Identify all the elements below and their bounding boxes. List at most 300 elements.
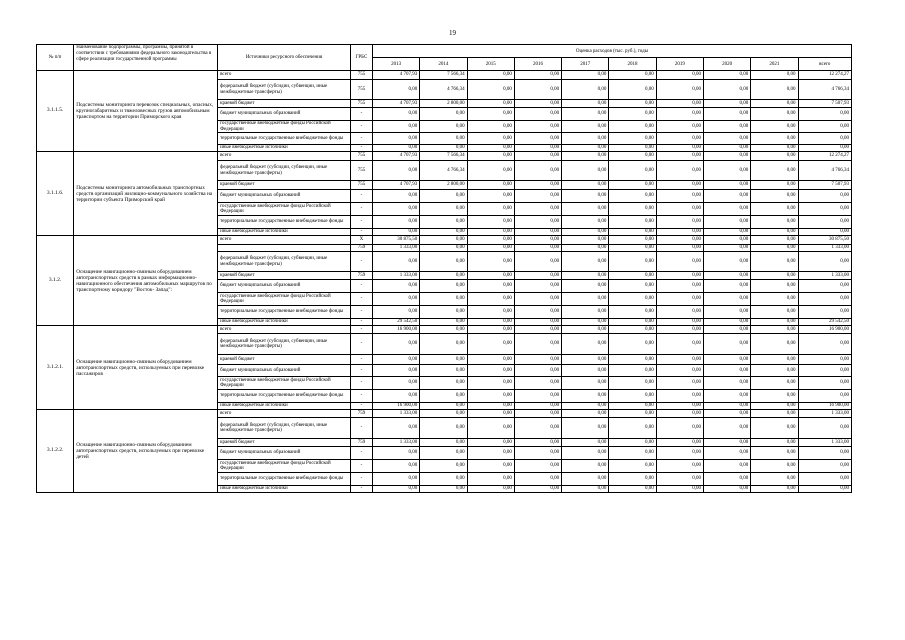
funding-source: всего xyxy=(218,326,351,334)
year-value: 0,00 xyxy=(467,355,514,365)
year-value: 0,00 xyxy=(373,355,420,365)
year-value: 0,00 xyxy=(751,460,798,473)
funding-source: иные внебюджетные источники xyxy=(218,145,351,152)
total-value: 0,00 xyxy=(798,203,851,216)
funding-source: федеральный бюджет (субсидии, субвенции, иные межбюджетные трансферты) xyxy=(218,418,351,439)
year-value: 0,00 xyxy=(420,319,467,326)
year-value: 0,00 xyxy=(420,377,467,390)
funding-source: государственные внебюджетные фонды Российской Федерации xyxy=(218,377,351,390)
year-value: 30 875,50 xyxy=(373,236,420,245)
year-value: 0,00 xyxy=(420,355,467,365)
header-year: 2019 xyxy=(656,58,703,71)
year-value: 0,00 xyxy=(514,365,561,377)
year-value: 0,00 xyxy=(562,245,609,252)
year-value: 0,00 xyxy=(514,161,561,181)
funding-source: бюджет муниципальных образований xyxy=(218,190,351,203)
year-value: 0,00 xyxy=(609,355,656,365)
year-value: 0,00 xyxy=(656,108,703,121)
year-value: 2 800,00 xyxy=(420,100,467,108)
funding-source: краевой бюджет xyxy=(218,355,351,365)
year-value: 0,00 xyxy=(467,236,514,245)
year-value: 0,00 xyxy=(703,326,750,334)
year-value: 2 800,00 xyxy=(420,181,467,190)
year-value: 0,00 xyxy=(562,355,609,365)
year-value: 0,00 xyxy=(703,334,750,355)
year-value: 0,00 xyxy=(562,439,609,447)
table-row xyxy=(37,152,852,161)
year-value: 0,00 xyxy=(562,293,609,306)
year-value: 0,00 xyxy=(609,216,656,229)
year-value: 0,00 xyxy=(703,486,750,493)
year-value: 0,00 xyxy=(703,71,750,80)
item-name: Подсистемы мониторинга перевозок специальных, опасных, крупногабаритных и тяжеловесных грузов автомобильным транспортом на территории Приморского края xyxy=(74,71,218,152)
year-value: 0,00 xyxy=(373,473,420,486)
year-value: 0,00 xyxy=(609,236,656,245)
year-value: 0,00 xyxy=(562,80,609,100)
header-total: всего xyxy=(798,58,851,71)
year-value: 0,00 xyxy=(420,245,467,252)
year-value: 4 707,93 xyxy=(373,152,420,161)
year-value: 0,00 xyxy=(514,306,561,319)
year-value: 0,00 xyxy=(562,145,609,152)
year-value: 0,00 xyxy=(751,280,798,293)
year-value: 0,00 xyxy=(373,121,420,133)
funding-source: государственные внебюджетные фонды Российской Федерации xyxy=(218,460,351,473)
year-value: 0,00 xyxy=(703,190,750,203)
year-value: 0,00 xyxy=(703,245,750,252)
year-value: 0,00 xyxy=(562,473,609,486)
year-value: 0,00 xyxy=(373,447,420,460)
year-value: 0,00 xyxy=(562,460,609,473)
table-body xyxy=(37,71,852,493)
year-value: 0,00 xyxy=(656,306,703,319)
year-value: 0,00 xyxy=(514,108,561,121)
year-value: 0,00 xyxy=(562,306,609,319)
header-name: Наименование подпрограммы, программы, принятой в соответствии с требованиями федерального законодательства в сфере реализации государственной программы xyxy=(74,45,218,71)
year-value: 0,00 xyxy=(373,190,420,203)
year-value: 1 333,00 xyxy=(373,245,420,252)
year-value: 0,00 xyxy=(467,280,514,293)
year-value: 0,00 xyxy=(467,306,514,319)
year-value: 0,00 xyxy=(703,216,750,229)
item-name: Оснащение навигационно-связным оборудованием автотранспортных средств, используемых при перевозке детей xyxy=(74,410,218,493)
year-value: 0,00 xyxy=(467,181,514,190)
year-value: 0,00 xyxy=(609,293,656,306)
table-row xyxy=(37,71,852,80)
year-value: 0,00 xyxy=(656,236,703,245)
grbs-code: - xyxy=(350,133,372,145)
year-value: 0,00 xyxy=(514,252,561,272)
funding-source xyxy=(218,245,351,252)
year-value: 0,00 xyxy=(703,460,750,473)
year-value: 4 707,93 xyxy=(373,71,420,80)
year-value: 0,00 xyxy=(514,280,561,293)
total-value: 0,00 xyxy=(798,121,851,133)
year-value: 0,00 xyxy=(703,145,750,152)
funding-source: территориальные государственные внебюджетные фонды xyxy=(218,216,351,229)
year-value: 16 900,00 xyxy=(373,326,420,334)
funding-source: федеральный бюджет (субсидии, субвенции, иные межбюджетные трансферты) xyxy=(218,161,351,181)
year-value: 0,00 xyxy=(514,145,561,152)
grbs-code: 755 xyxy=(350,152,372,161)
total-value: 0,00 xyxy=(798,355,851,365)
total-value: 0,00 xyxy=(798,306,851,319)
year-value: 0,00 xyxy=(467,216,514,229)
year-value: 0,00 xyxy=(467,121,514,133)
year-value: 0,00 xyxy=(420,272,467,280)
year-value: 0,00 xyxy=(373,161,420,181)
year-value: 0,00 xyxy=(420,306,467,319)
year-value: 0,00 xyxy=(609,161,656,181)
funding-source: всего xyxy=(218,410,351,418)
year-value: 0,00 xyxy=(562,410,609,418)
year-value: 0,00 xyxy=(656,71,703,80)
year-value: 0,00 xyxy=(562,229,609,236)
funding-source: бюджет муниципальных образований xyxy=(218,280,351,293)
year-value: 0,00 xyxy=(562,152,609,161)
grbs-code: - xyxy=(350,306,372,319)
funding-source: всего xyxy=(218,152,351,161)
funding-source: территориальные государственные внебюджетные фонды xyxy=(218,306,351,319)
header-source: Источники ресурсного обеспечения xyxy=(218,45,351,71)
year-value: 0,00 xyxy=(373,229,420,236)
year-value: 0,00 xyxy=(751,108,798,121)
year-value: 0,00 xyxy=(609,390,656,403)
year-value: 0,00 xyxy=(609,152,656,161)
total-value: 4 766,34 xyxy=(798,161,851,181)
year-value: 0,00 xyxy=(373,418,420,439)
year-value: 0,00 xyxy=(751,252,798,272)
year-value: 4 766,34 xyxy=(420,80,467,100)
grbs-code: - xyxy=(350,280,372,293)
year-value: 0,00 xyxy=(703,133,750,145)
year-value: 0,00 xyxy=(656,418,703,439)
grbs-code: - xyxy=(350,390,372,403)
year-value: 0,00 xyxy=(751,133,798,145)
year-value: 0,00 xyxy=(467,145,514,152)
year-value: 0,00 xyxy=(656,403,703,410)
year-value: 0,00 xyxy=(703,306,750,319)
year-value: 0,00 xyxy=(609,145,656,152)
year-value: 4 707,93 xyxy=(373,100,420,108)
year-value: 0,00 xyxy=(751,229,798,236)
year-value: 0,00 xyxy=(656,473,703,486)
year-value: 0,00 xyxy=(562,280,609,293)
item-name: Оснащение навигационно-связным оборудованием автотранспортных средств, используемых при перевозке пассажиров xyxy=(74,326,218,410)
total-value: 4 766,34 xyxy=(798,80,851,100)
year-value: 0,00 xyxy=(751,100,798,108)
year-value: 0,00 xyxy=(703,272,750,280)
funding-source: краевой бюджет xyxy=(218,181,351,190)
funding-source: федеральный бюджет (субсидии, субвенции, иные межбюджетные трансферты) xyxy=(218,334,351,355)
year-value: 0,00 xyxy=(562,236,609,245)
year-value: 0,00 xyxy=(514,152,561,161)
year-value: 0,00 xyxy=(467,473,514,486)
year-value: 0,00 xyxy=(609,486,656,493)
year-value: 0,00 xyxy=(467,319,514,326)
year-value: 0,00 xyxy=(467,447,514,460)
year-value: 0,00 xyxy=(609,306,656,319)
total-value: 29 542,50 xyxy=(798,319,851,326)
year-value: 0,00 xyxy=(609,319,656,326)
grbs-code: 759 xyxy=(350,245,372,252)
year-value: 0,00 xyxy=(656,181,703,190)
year-value: 0,00 xyxy=(703,377,750,390)
year-value: 0,00 xyxy=(420,293,467,306)
year-value: 0,00 xyxy=(467,439,514,447)
grbs-code: - xyxy=(350,293,372,306)
item-code: 3.1.1.6. xyxy=(37,152,74,236)
year-value: 0,00 xyxy=(656,245,703,252)
grbs-code: - xyxy=(350,326,372,334)
funding-source: иные внебюджетные источники xyxy=(218,319,351,326)
year-value: 0,00 xyxy=(609,229,656,236)
grbs-code: 759 xyxy=(350,410,372,418)
funding-source: всего xyxy=(218,71,351,80)
year-value: 0,00 xyxy=(514,293,561,306)
year-value: 0,00 xyxy=(514,190,561,203)
year-value: 0,00 xyxy=(656,190,703,203)
item-code: 3.1.2. xyxy=(37,236,74,326)
year-value: 0,00 xyxy=(703,252,750,272)
total-value: 0,00 xyxy=(798,145,851,152)
grbs-code: 759 xyxy=(350,439,372,447)
year-value: 0,00 xyxy=(373,334,420,355)
total-value: 0,00 xyxy=(798,216,851,229)
year-value: 0,00 xyxy=(514,355,561,365)
year-value: 0,00 xyxy=(514,133,561,145)
header-year: 2014 xyxy=(420,58,467,71)
year-value: 0,00 xyxy=(656,439,703,447)
year-value: 0,00 xyxy=(420,190,467,203)
year-value: 0,00 xyxy=(514,216,561,229)
year-value: 0,00 xyxy=(656,410,703,418)
year-value: 0,00 xyxy=(609,439,656,447)
year-value: 0,00 xyxy=(751,326,798,334)
year-value: 0,00 xyxy=(751,306,798,319)
year-value: 0,00 xyxy=(562,216,609,229)
grbs-code: - xyxy=(350,377,372,390)
year-value: 0,00 xyxy=(562,252,609,272)
year-value: 0,00 xyxy=(703,319,750,326)
total-value: 0,00 xyxy=(798,447,851,460)
year-value: 0,00 xyxy=(656,390,703,403)
year-value: 0,00 xyxy=(420,326,467,334)
grbs-code: - xyxy=(350,460,372,473)
funding-source: бюджет муниципальных образований xyxy=(218,447,351,460)
year-value: 0,00 xyxy=(609,377,656,390)
year-value: 0,00 xyxy=(609,473,656,486)
year-value: 4 766,34 xyxy=(420,161,467,181)
year-value: 0,00 xyxy=(656,152,703,161)
year-value: 0,00 xyxy=(514,390,561,403)
year-value: 0,00 xyxy=(420,334,467,355)
year-value: 0,00 xyxy=(656,486,703,493)
year-value: 4 707,93 xyxy=(373,181,420,190)
year-value: 0,00 xyxy=(609,410,656,418)
year-value: 0,00 xyxy=(609,334,656,355)
grbs-code: 755 xyxy=(350,161,372,181)
year-value: 0,00 xyxy=(562,133,609,145)
year-value: 0,00 xyxy=(609,280,656,293)
year-value: 0,00 xyxy=(420,280,467,293)
item-code: 3.1.1.5. xyxy=(37,71,74,152)
year-value: 0,00 xyxy=(514,403,561,410)
funding-source: территориальные государственные внебюджетные фонды xyxy=(218,390,351,403)
year-value: 0,00 xyxy=(420,390,467,403)
year-value: 1 333,00 xyxy=(373,272,420,280)
grbs-code: - xyxy=(350,334,372,355)
year-value: 0,00 xyxy=(467,377,514,390)
year-value: 0,00 xyxy=(373,377,420,390)
year-value: 0,00 xyxy=(373,306,420,319)
year-value: 0,00 xyxy=(467,100,514,108)
year-value: 0,00 xyxy=(467,161,514,181)
year-value: 0,00 xyxy=(420,365,467,377)
year-value: 0,00 xyxy=(751,447,798,460)
funding-source: иные внебюджетные источники xyxy=(218,229,351,236)
year-value: 0,00 xyxy=(514,272,561,280)
year-value: 0,00 xyxy=(609,403,656,410)
year-value: 0,00 xyxy=(467,190,514,203)
year-value: 0,00 xyxy=(703,439,750,447)
total-value: 1 333,00 xyxy=(798,439,851,447)
year-value: 0,00 xyxy=(703,229,750,236)
year-value: 0,00 xyxy=(420,229,467,236)
year-value: 0,00 xyxy=(656,161,703,181)
year-value: 0,00 xyxy=(751,203,798,216)
year-value: 0,00 xyxy=(703,203,750,216)
year-value: 0,00 xyxy=(514,460,561,473)
year-value: 0,00 xyxy=(656,355,703,365)
year-value: 0,00 xyxy=(609,447,656,460)
year-value: 0,00 xyxy=(751,334,798,355)
year-value: 0,00 xyxy=(467,272,514,280)
grbs-code: - xyxy=(350,319,372,326)
grbs-code: - xyxy=(350,486,372,493)
total-value: 0,00 xyxy=(798,365,851,377)
year-value: 0,00 xyxy=(562,71,609,80)
grbs-code: 755 xyxy=(350,100,372,108)
year-value: 0,00 xyxy=(656,145,703,152)
total-value: 12 274,27 xyxy=(798,71,851,80)
header-year: 2016 xyxy=(514,58,561,71)
year-value: 0,00 xyxy=(467,410,514,418)
year-value: 0,00 xyxy=(609,108,656,121)
year-value: 0,00 xyxy=(467,229,514,236)
year-value: 0,00 xyxy=(656,272,703,280)
year-value: 0,00 xyxy=(373,365,420,377)
grbs-code: - xyxy=(350,229,372,236)
funding-source: государственные внебюджетные фонды Российской Федерации xyxy=(218,121,351,133)
year-value: 0,00 xyxy=(467,326,514,334)
year-value: 0,00 xyxy=(609,80,656,100)
year-value: 0,00 xyxy=(467,80,514,100)
year-value: 0,00 xyxy=(373,216,420,229)
year-value: 0,00 xyxy=(656,377,703,390)
year-value: 7 566,34 xyxy=(420,71,467,80)
year-value: 0,00 xyxy=(703,181,750,190)
year-value: 0,00 xyxy=(609,133,656,145)
year-value: 0,00 xyxy=(703,236,750,245)
year-value: 0,00 xyxy=(751,216,798,229)
item-name: Подсистемы мониторинга автомобильных транспортных средств организаций жилищно-коммунального хозяйства на территории субъекта Приморский край xyxy=(74,152,218,236)
year-value: 0,00 xyxy=(514,71,561,80)
year-value: 0,00 xyxy=(420,460,467,473)
table-row xyxy=(37,410,852,418)
year-value: 1 333,00 xyxy=(373,439,420,447)
year-value: 0,00 xyxy=(703,390,750,403)
year-value: 29 542,50 xyxy=(373,319,420,326)
year-value: 0,00 xyxy=(703,100,750,108)
year-value: 0,00 xyxy=(609,326,656,334)
year-value: 1 333,00 xyxy=(373,410,420,418)
year-value: 0,00 xyxy=(420,447,467,460)
year-value: 0,00 xyxy=(373,252,420,272)
year-value: 0,00 xyxy=(514,326,561,334)
total-value: 16 900,00 xyxy=(798,326,851,334)
total-value: 0,00 xyxy=(798,390,851,403)
year-value: 0,00 xyxy=(609,418,656,439)
total-value: 0,00 xyxy=(798,229,851,236)
year-value: 0,00 xyxy=(751,365,798,377)
year-value: 0,00 xyxy=(514,236,561,245)
year-value: 0,00 xyxy=(562,272,609,280)
year-value: 0,00 xyxy=(467,460,514,473)
year-value: 0,00 xyxy=(420,108,467,121)
year-value: 0,00 xyxy=(562,319,609,326)
total-value: 0,00 xyxy=(798,486,851,493)
header-year: 2018 xyxy=(609,58,656,71)
year-value: 0,00 xyxy=(373,460,420,473)
year-value: 0,00 xyxy=(562,203,609,216)
year-value: 0,00 xyxy=(656,447,703,460)
year-value: 0,00 xyxy=(514,245,561,252)
grbs-code: - xyxy=(350,355,372,365)
year-value: 0,00 xyxy=(656,460,703,473)
year-value: 0,00 xyxy=(467,390,514,403)
grbs-code: - xyxy=(350,121,372,133)
year-value: 0,00 xyxy=(420,133,467,145)
year-value: 0,00 xyxy=(420,216,467,229)
funding-source: краевой бюджет xyxy=(218,439,351,447)
grbs-code: 755 xyxy=(350,71,372,80)
year-value: 0,00 xyxy=(609,71,656,80)
year-value: 0,00 xyxy=(751,355,798,365)
funding-source: федеральный бюджет (субсидии, субвенции, иные межбюджетные трансферты) xyxy=(218,80,351,100)
grbs-code: - xyxy=(350,203,372,216)
year-value: 0,00 xyxy=(514,473,561,486)
year-value: 0,00 xyxy=(420,439,467,447)
year-value: 0,00 xyxy=(703,108,750,121)
year-value: 0,00 xyxy=(751,80,798,100)
year-value: 0,00 xyxy=(751,190,798,203)
year-value: 0,00 xyxy=(562,121,609,133)
year-value: 0,00 xyxy=(751,319,798,326)
year-value: 0,00 xyxy=(751,145,798,152)
grbs-code: - xyxy=(350,418,372,439)
year-value: 0,00 xyxy=(609,365,656,377)
year-value: 0,00 xyxy=(420,473,467,486)
year-value: 0,00 xyxy=(514,181,561,190)
year-value: 0,00 xyxy=(703,418,750,439)
year-value: 0,00 xyxy=(751,486,798,493)
year-value: 0,00 xyxy=(703,473,750,486)
year-value: 0,00 xyxy=(609,245,656,252)
year-value: 0,00 xyxy=(373,390,420,403)
year-value: 0,00 xyxy=(514,377,561,390)
year-value: 0,00 xyxy=(656,365,703,377)
